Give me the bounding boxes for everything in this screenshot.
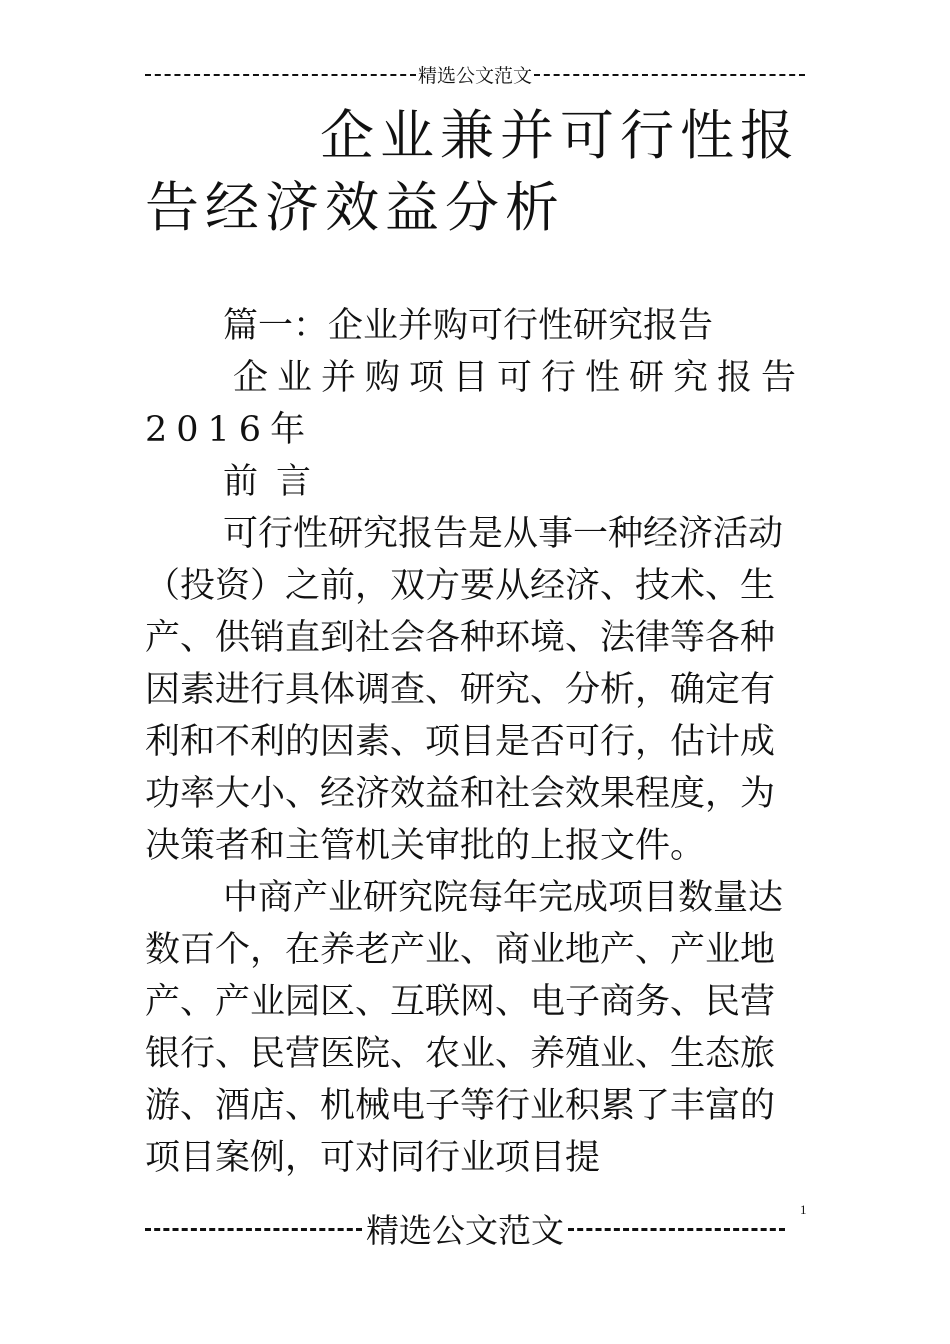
header-label: 精选公文范文 bbox=[418, 64, 533, 87]
page-number: 1 bbox=[800, 1202, 807, 1217]
page-footer bbox=[145, 1208, 785, 1248]
footer-dash-right bbox=[568, 1228, 785, 1231]
paragraph: 可行性研究报告是从事一种经济活动（投资）之前，双方要从经济、技术、生产、供销直到社会各种环境、法律等各种因素进行具体调查、研究、分析，确定有利和不利的因素、项目是否可行，估计成功率大小、经济效益和社会效果程度，为决策者和主管机关审批的上报文件。 bbox=[145, 514, 784, 866]
footer-label: 精选公文范文 bbox=[366, 1210, 564, 1250]
header-dash-right bbox=[534, 74, 805, 76]
document-body bbox=[145, 300, 805, 1184]
page-header bbox=[145, 60, 805, 88]
preface-heading: 前言 bbox=[223, 462, 330, 502]
section-heading: 篇一：企业并购可行性研究报告 bbox=[223, 306, 714, 346]
paragraph: 中商产业研究院每年完成项目数量达数百个，在养老产业、商业地产、产业地产、产业园区、互联网、电子商务、民营银行、民营医院、农业、养殖业、生态旅游、酒店、机械电子等行业积累了丰富的项目案例，可对同行业项目提 bbox=[145, 878, 784, 1178]
document-title: 企业兼并可行性报告经济效益分析 bbox=[145, 104, 800, 239]
footer-dash-left bbox=[145, 1228, 362, 1231]
report-title: 企业并购项目可行性研究报告2016年 bbox=[145, 358, 806, 450]
header-dash-left bbox=[145, 74, 416, 76]
